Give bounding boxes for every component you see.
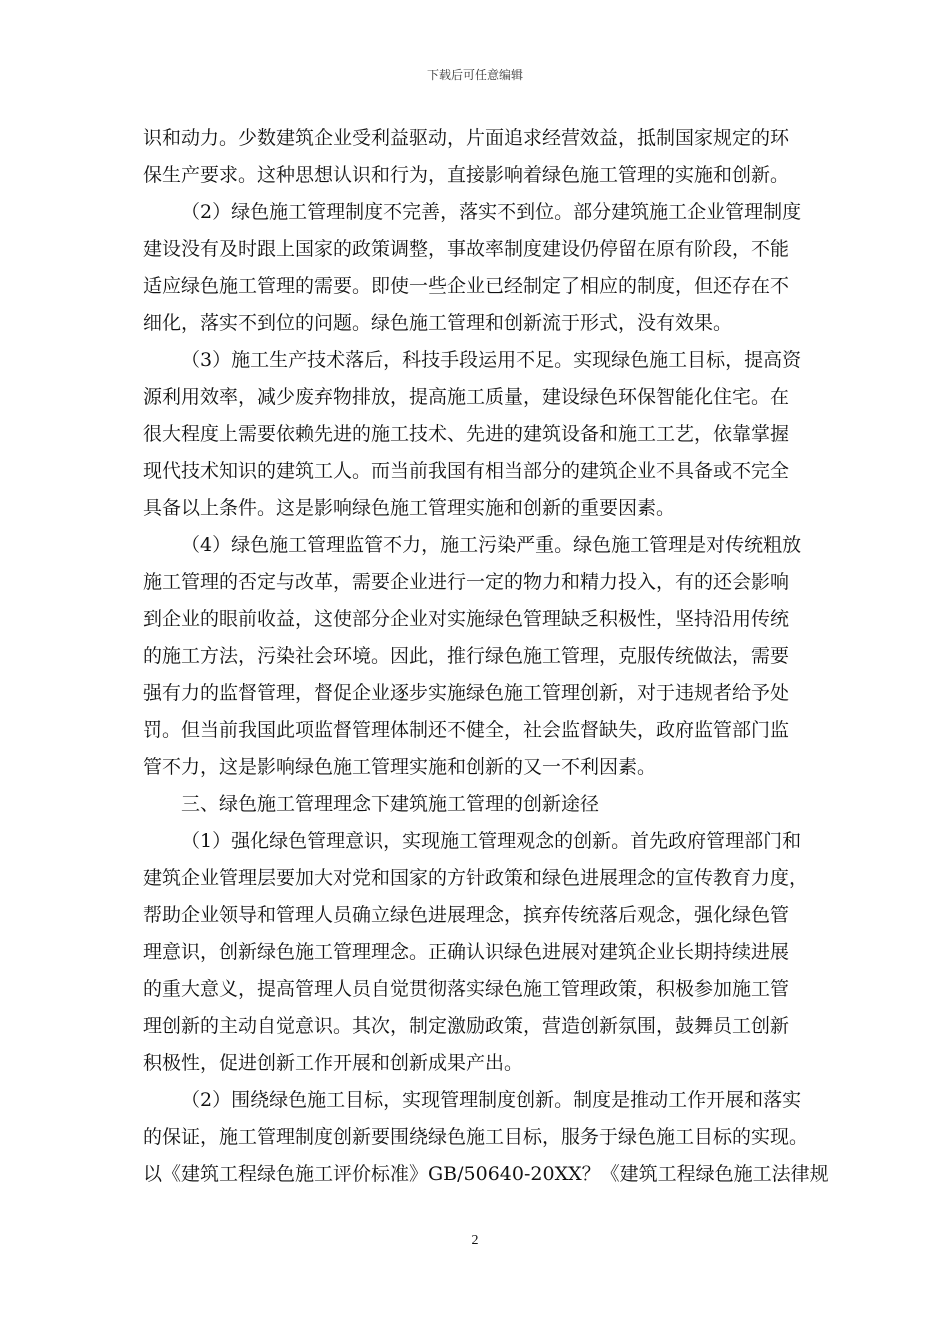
text-line: 识和动力。少数建筑企业受利益驱动，片面追求经营效益，抵制国家规定的环 (143, 127, 790, 149)
text-line: （4）绿色施工管理监管不力，施工污染严重。绿色施工管理是对传统粗放 (181, 534, 802, 556)
text-line: （3）施工生产技术落后，科技手段运用不足。实现绿色施工目标，提高资 (181, 349, 802, 371)
section-heading: 三、绿色施工管理理念下建筑施工管理的创新途径 (181, 793, 600, 815)
text-line: 施工管理的否定与改革，需要企业进行一定的物力和精力投入，有的还会影响 (143, 571, 790, 593)
text-line: 适应绿色施工管理的需要。即使一些企业已经制定了相应的制度，但还存在不 (143, 275, 790, 297)
text-line: 很大程度上需要依赖先进的施工技术、先进的建筑设备和施工工艺，依靠掌握 (143, 423, 790, 445)
text-line: 管不力，这是影响绿色施工管理实施和创新的又一不利因素。 (143, 756, 657, 778)
text-line: 的重大意义，提高管理人员自觉贯彻落实绿色施工管理政策，积极参加施工管 (143, 978, 790, 1000)
text-line: 积极性，促进创新工作开展和创新成果产出。 (143, 1052, 524, 1074)
text-line: （1）强化绿色管理意识，实现施工管理观念的创新。首先政府管理部门和 (181, 830, 802, 852)
text-line: 保生产要求。这种思想认识和行为，直接影响着绿色施工管理的实施和创新。 (143, 164, 790, 186)
text-line: 的施工方法，污染社会环境。因此，推行绿色施工管理，克服传统做法，需要 (143, 645, 790, 667)
text-line: 建筑企业管理层要加大对党和国家的方针政策和绿色进展理念的宣传教育力度， (143, 867, 809, 889)
text-line: 建设没有及时跟上国家的政策调整，事故率制度建设仍停留在原有阶段，不能 (143, 238, 790, 260)
text-line: （2）绿色施工管理制度不完善，落实不到位。部分建筑施工企业管理制度 (181, 201, 802, 223)
text-line: 以《建筑工程绿色施工评价标准》GB/50640-20XX？《建筑工程绿色施工法律规 (143, 1163, 829, 1185)
text-line: 罚。但当前我国此项监督管理体制还不健全，社会监督缺失，政府监管部门监 (143, 719, 790, 741)
text-line: 强有力的监督管理，督促企业逐步实施绿色施工管理创新，对于违规者给予处 (143, 682, 790, 704)
text-line: 的保证，施工管理制度创新要围绕绿色施工目标，服务于绿色施工目标的实现。 (143, 1126, 809, 1148)
text-line: 帮助企业领导和管理人员确立绿色进展理念，摈弃传统落后观念，强化绿色管 (143, 904, 790, 926)
text-line: 源利用效率，减少废弃物排放，提高施工质量，建设绿色环保智能化住宅。在 (143, 386, 790, 408)
text-line: 现代技术知识的建筑工人。而当前我国有相当部分的建筑企业不具备或不完全 (143, 460, 790, 482)
page-header: 下载后可任意编辑 (426, 68, 523, 82)
text-line: 具备以上条件。这是影响绿色施工管理实施和创新的重要因素。 (143, 497, 676, 519)
text-line: （2）围绕绿色施工目标，实现管理制度创新。制度是推动工作开展和落实 (181, 1089, 802, 1111)
text-line: 理创新的主动自觉意识。其次，制定激励政策，营造创新氛围，鼓舞员工创新 (143, 1015, 790, 1037)
text-line: 理意识，创新绿色施工管理理念。正确认识绿色进展对建筑企业长期持续进展 (143, 941, 790, 963)
page-number: 2 (471, 1233, 479, 1248)
text-line: 到企业的眼前收益，这使部分企业对实施绿色管理缺乏积极性，坚持沿用传统 (143, 608, 790, 630)
text-line: 细化，落实不到位的问题。绿色施工管理和创新流于形式，没有效果。 (143, 312, 733, 334)
body-text (143, 120, 829, 1193)
